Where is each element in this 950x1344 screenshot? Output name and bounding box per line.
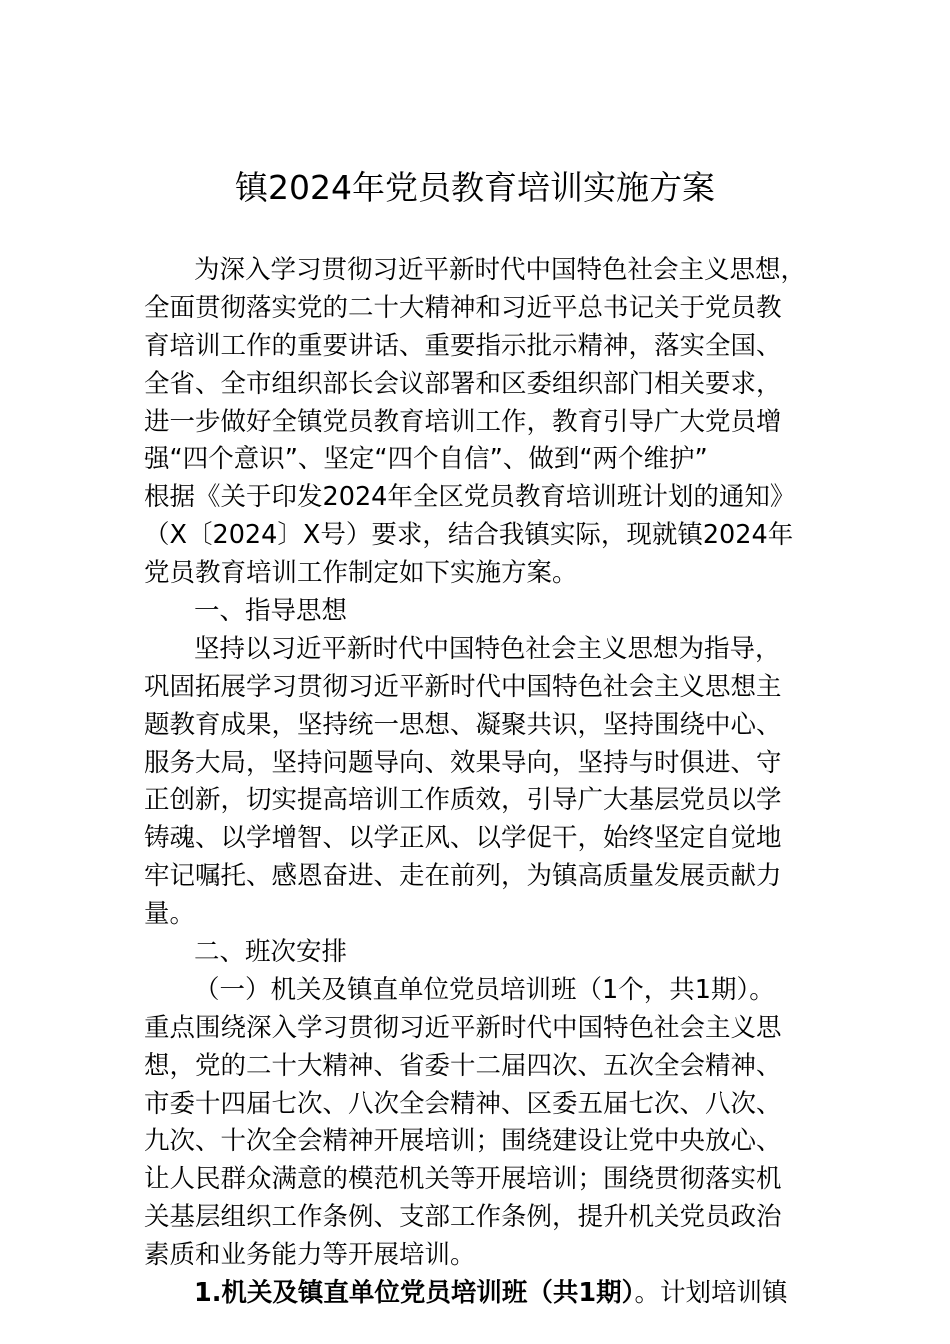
text-line: 服务大局，坚持问题导向、效果导向，坚持与时俱进、守: [144, 747, 782, 778]
text-line: 牢记嘱托、感恩奋进、走在前列，为镇高质量发展贡献力: [144, 861, 782, 892]
text-line: 巩固拓展学习贯彻习近平新时代中国特色社会主义思想主: [144, 671, 782, 702]
bold-subheading: 1.机关及镇直单位党员培训班（共1期）: [194, 1278, 635, 1309]
text-line: 关基层组织工作条例、支部工作条例，提升机关党员政治: [144, 1202, 782, 1233]
text-line: 题教育成果，坚持统一思想、凝聚共识，坚持围绕中心、: [144, 709, 782, 740]
text-line: 一、指导思想: [194, 596, 348, 627]
text-line: 素质和业务能力等开展培训。: [144, 1240, 476, 1271]
document-body: [144, 252, 824, 1313]
text-line: 让人民群众满意的模范机关等开展培训；围绕贯彻落实机: [144, 1164, 782, 1195]
text-line: 根据《关于印发2024年全区党员教育培训班计划的通知》: [144, 482, 796, 513]
text-line: 进一步做好全镇党员教育培训工作，教育引导广大党员增: [144, 406, 782, 437]
text-line: 二、班次安排: [194, 937, 348, 968]
text-line: （一）机关及镇直单位党员培训班（1个，共1期）。: [194, 974, 775, 1005]
text-line-bold-lead: [144, 1275, 824, 1313]
text-line: 铸魂、以学增智、以学正风、以学促干，始终坚定自觉地: [144, 823, 782, 854]
text-line: 重点围绕深入学习贯彻习近平新时代中国特色社会主义思: [144, 1012, 782, 1043]
text-line: 为深入学习贯彻习近平新时代中国特色社会主义思想，: [194, 255, 807, 285]
text-line: 量。: [144, 899, 196, 930]
text-line: 党员教育培训工作制定如下实施方案。: [144, 558, 578, 589]
text-line: 市委十四届七次、八次全会精神、区委五届七次、八次、: [144, 1088, 782, 1119]
text-line: （X〔2024〕X号）要求，结合我镇实际，现就镇2024年: [144, 520, 794, 551]
text-line: 坚持以习近平新时代中国特色社会主义思想为指导，: [194, 633, 781, 664]
document-title: 镇2024年党员教育培训实施方案: [235, 168, 715, 207]
text-line: 育培训工作的重要讲话、重要指示批示精神，落实全国、: [144, 330, 782, 361]
text-line: 九次、十次全会精神开展培训；围绕建设让党中央放心、: [144, 1126, 782, 1157]
text-line: 全面贯彻落实党的二十大精神和习近平总书记关于党员教: [144, 292, 782, 323]
normal-text: 。计划培训镇: [634, 1278, 788, 1309]
text-line: 强“四个意识”、坚定“四个自信”、做到“两个维护”: [144, 444, 708, 475]
text-line: 全省、全市组织部长会议部署和区委组织部门相关要求，: [144, 368, 782, 399]
text-line: 想，党的二十大精神、省委十二届四次、五次全会精神、: [144, 1050, 782, 1081]
text-line: 正创新，切实提高培训工作质效，引导广大基层党员以学: [144, 785, 782, 816]
